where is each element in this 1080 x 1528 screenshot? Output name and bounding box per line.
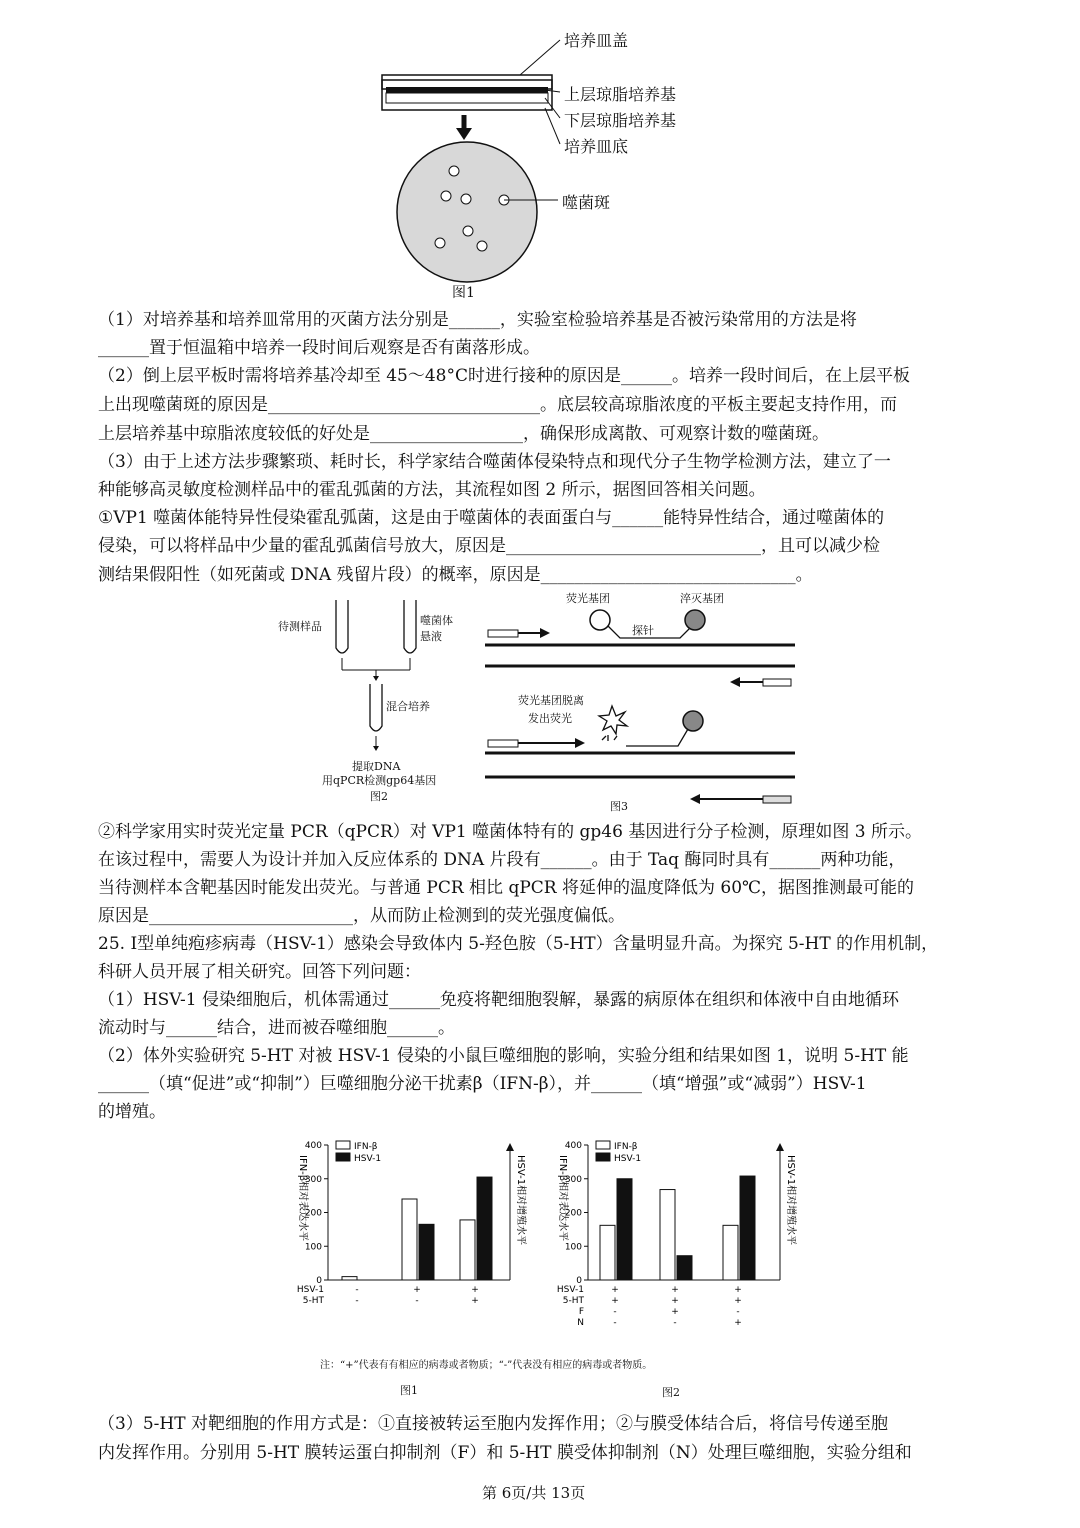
row-sign: + <box>471 1285 479 1295</box>
lower-agar-layer <box>386 93 548 103</box>
label-plaque: 噬菌斑 <box>562 193 611 212</box>
y-tick-label: 0 <box>316 1276 322 1286</box>
figure-2-caption: 图2 <box>370 790 388 803</box>
row-sign: - <box>355 1285 359 1295</box>
q25-line-2: 科研人员开展了相关研究。回答下列问题： <box>98 962 421 982</box>
y-tick-label: 400 <box>564 1141 582 1151</box>
label-extract: 提取DNA <box>352 760 401 773</box>
label-probe: 探针 <box>632 624 654 637</box>
label-phage: 噬菌体 <box>420 614 453 627</box>
y-tick-label: 300 <box>564 1174 582 1185</box>
legend-swatch-ifn <box>336 1141 350 1149</box>
mix-tube <box>370 684 382 731</box>
row-sign: + <box>413 1285 421 1295</box>
plaque <box>435 238 445 248</box>
bar-hsv <box>617 1179 632 1280</box>
q24b-line-1: ②科学家用实时荧光定量 PCR（qPCR）对 VP1 噬菌体特有的 gp46 基因进行分子检测，原理如图 3 所示。 <box>98 822 922 842</box>
q24b-line-3: 当待测样本含靶基因时能发出荧光。与普通 PCR 相比 qPCR 将延伸的温度降低为 60℃，据图推测最可能的 <box>98 878 915 898</box>
quencher <box>683 711 703 731</box>
label-suspension: 悬液 <box>420 630 442 643</box>
legend-label: HSV-1 <box>614 1154 642 1164</box>
q24-line-6: （3）由于上述方法步骤繁琐、耗时长，科学家结合噬菌体侵染特点和现代分子生物学检测方法，建立了一 <box>98 452 891 472</box>
y-tick-label: 100 <box>304 1242 322 1253</box>
primer <box>488 630 518 637</box>
row-sign: + <box>734 1296 742 1306</box>
row-sign: + <box>671 1296 679 1306</box>
y2-axis-label: HSV-1相对增殖水平 <box>515 1155 526 1246</box>
q24-line-4: 上出现噬菌斑的原因是________________________________。底层较高琼脂浓度的平板主要起支持作用，而 <box>98 395 897 415</box>
chart-note: 注：“+”代表有有相应的病毒或者物质；“-”代表没有相应的病毒或者物质。 <box>320 1360 653 1371</box>
y-axis-label: IFN-β相对表达水平 <box>297 1155 308 1242</box>
chart-1-caption: 图1 <box>400 1384 418 1397</box>
q24b-line-2: 在该过程中，需要人为设计并加入反应体系的 DNA 片段有______。由于 Taq 酶同时具有______两种功能， <box>98 850 906 870</box>
row-label: N <box>577 1318 584 1328</box>
legend-swatch-ifn <box>596 1141 610 1149</box>
y-tick-label: 200 <box>564 1208 582 1219</box>
q24-line-2: ______置于恒温箱中培养一段时间后观察是否有菌落形成。 <box>98 338 540 358</box>
y-tick-label: 200 <box>304 1208 322 1219</box>
upper-agar-layer <box>386 87 548 93</box>
q25-line-7: 的增殖。 <box>98 1102 166 1122</box>
y2-axis-arrow <box>506 1143 514 1151</box>
legend-swatch-hsv <box>336 1153 350 1161</box>
bar-ifn <box>660 1190 675 1280</box>
row-sign: + <box>734 1285 742 1295</box>
q24-line-9: 侵染，可以将样品中少量的霍乱弧菌信号放大，原因是______________________________，且可以减少检 <box>98 536 880 556</box>
page-footer: 第 6页/共 13页 <box>482 1484 586 1502</box>
dish-top-view <box>397 142 537 282</box>
legend-swatch-hsv <box>596 1153 610 1161</box>
q24-line-8: ①VP1 噬菌体能特异性侵染霍乱弧菌，这是由于噬菌体的表面蛋白与______能特异性结合，通过噬菌体的 <box>98 508 885 528</box>
q25-line-1: 25. I型单纯疱疹病毒（HSV-1）感染会导致体内 5-羟色胺（5-HT）含量明显升高。为探究 5-HT 的作用机制， <box>98 934 939 954</box>
bar-ifn <box>402 1199 417 1280</box>
q24-line-3: （2）倒上层平板时需将培养基冷却至 45～48°C时进行接种的原因是______。培养一段时间后，在上层平板 <box>98 366 910 386</box>
bar-hsv <box>677 1256 692 1280</box>
label-sample: 待测样品 <box>278 620 322 633</box>
label-detect: 用qPCR检测gp64基因 <box>322 774 437 787</box>
q25-line-6: ______（填“促进”或“抑制”）巨噬细胞分泌干扰素β（IFN-β），并______（填“增强”或“减弱”）HSV-1 <box>98 1074 867 1094</box>
primer <box>488 740 518 747</box>
q25b-line-2: 内发挥作用。分别用 5-HT 膜转运蛋白抑制剂（F）和 5-HT 膜受体抑制剂（N）处理巨噬细胞，实验分组和 <box>98 1443 912 1463</box>
q24b-line-4: 原因是________________________，从而防止检测到的荧光强度偏低。 <box>98 906 625 926</box>
label-lower-agar: 下层琼脂培养基 <box>564 111 677 130</box>
petri-dish-diagram <box>380 20 710 310</box>
row-sign: + <box>471 1296 479 1306</box>
y-tick-label: 100 <box>564 1242 582 1253</box>
row-label: 5-HT <box>562 1296 584 1306</box>
y2-axis-arrow <box>776 1143 784 1151</box>
q25b-line-1: （3）5-HT 对靶细胞的作用方式是：①直接被转运至胞内发挥作用；②与膜受体结合后，将信号传递至胞 <box>98 1414 888 1434</box>
legend-label: HSV-1 <box>354 1154 382 1164</box>
legend-label: IFN-β <box>614 1142 638 1152</box>
bar-ifn <box>342 1277 357 1280</box>
plaque <box>441 191 451 201</box>
row-label: 5-HT <box>302 1296 324 1306</box>
fluorophore <box>590 610 610 630</box>
label-mix: 混合培养 <box>386 700 430 713</box>
bar-chart-1 <box>280 1135 530 1320</box>
q25-line-5: （2）体外实验研究 5-HT 对被 HSV-1 侵染的小鼠巨噬细胞的影响，实验分组和结果如图 1，说明 5-HT 能 <box>98 1046 909 1066</box>
row-sign: + <box>611 1296 619 1306</box>
label-detach-1: 荧光基团脱离 <box>518 694 584 707</box>
row-sign: - <box>673 1318 677 1328</box>
y-tick-label: 400 <box>304 1141 322 1151</box>
q24-line-1: （1）对培养基和培养皿常用的灭菌方法分别是______，实验室检验培养基是否被污染常用的方法是将 <box>98 310 857 330</box>
quencher <box>685 610 705 630</box>
figure-1-caption: 图1 <box>452 285 475 301</box>
row-sign: + <box>671 1307 679 1317</box>
q25-line-3: （1）HSV-1 侵染细胞后，机体需通过______免疫将靶细胞裂解，暴露的病原体在组织和体液中自由地循环 <box>98 990 899 1010</box>
bar-hsv <box>419 1224 434 1280</box>
chart-2-caption: 图2 <box>662 1386 680 1399</box>
q24-line-10: 测结果假阳性（如死菌或 DNA 残留片段）的概率，原因是______________________________。 <box>98 565 813 585</box>
y-axis-label: IFN-β相对表达水平 <box>557 1155 568 1242</box>
plaque <box>449 166 459 176</box>
q25-line-4: 流动时与______结合，进而被吞噬细胞______。 <box>98 1018 455 1038</box>
plaque <box>477 241 487 251</box>
row-sign: + <box>734 1318 742 1328</box>
bar-hsv <box>477 1177 492 1280</box>
phage-tube <box>404 600 416 653</box>
row-sign: - <box>415 1296 419 1306</box>
label-detach-2: 发出荧光 <box>528 712 572 725</box>
row-sign: - <box>736 1307 740 1317</box>
label-dish-bottom: 培养皿底 <box>564 137 629 156</box>
bar-ifn <box>600 1225 615 1280</box>
y2-axis-label: HSV-1相对增殖水平 <box>785 1155 796 1246</box>
label-upper-agar: 上层琼脂培养基 <box>564 85 677 104</box>
bar-ifn <box>460 1220 475 1280</box>
sample-tube <box>336 600 348 653</box>
fluorescence-burst <box>599 706 627 734</box>
primer <box>763 679 791 686</box>
plaque <box>463 226 473 236</box>
row-label: HSV-1 <box>296 1285 324 1295</box>
primer <box>763 796 791 803</box>
label-quench: 淬灭基团 <box>680 592 724 605</box>
y-tick-label: 300 <box>304 1174 322 1185</box>
legend-label: IFN-β <box>354 1142 378 1152</box>
q24-line-7: 种能够高灵敏度检测样品中的霍乱弧菌的方法，其流程如图 2 所示，据图回答相关问题。 <box>98 480 766 500</box>
plaque <box>461 194 471 204</box>
row-sign: + <box>671 1285 679 1295</box>
row-label: HSV-1 <box>556 1285 584 1295</box>
row-label: F <box>578 1307 584 1317</box>
row-sign: - <box>613 1307 617 1317</box>
figure-1-petri-dish <box>380 20 710 310</box>
row-sign: - <box>613 1318 617 1328</box>
figure-3-caption: 图3 <box>610 800 628 813</box>
y-tick-label: 0 <box>576 1276 582 1286</box>
row-sign: + <box>611 1285 619 1295</box>
bar-chart-2 <box>540 1135 800 1345</box>
label-fluor: 荧光基团 <box>566 592 610 605</box>
q24-line-5: 上层培养基中琼脂浓度较低的好处是__________________，确保形成离散、可观察计数的噬菌斑。 <box>98 424 829 444</box>
label-dish-lid: 培养皿盖 <box>564 31 629 50</box>
bar-ifn <box>723 1225 738 1280</box>
dish-lid <box>382 75 552 89</box>
row-sign: - <box>355 1296 359 1306</box>
bar-hsv <box>740 1176 755 1280</box>
